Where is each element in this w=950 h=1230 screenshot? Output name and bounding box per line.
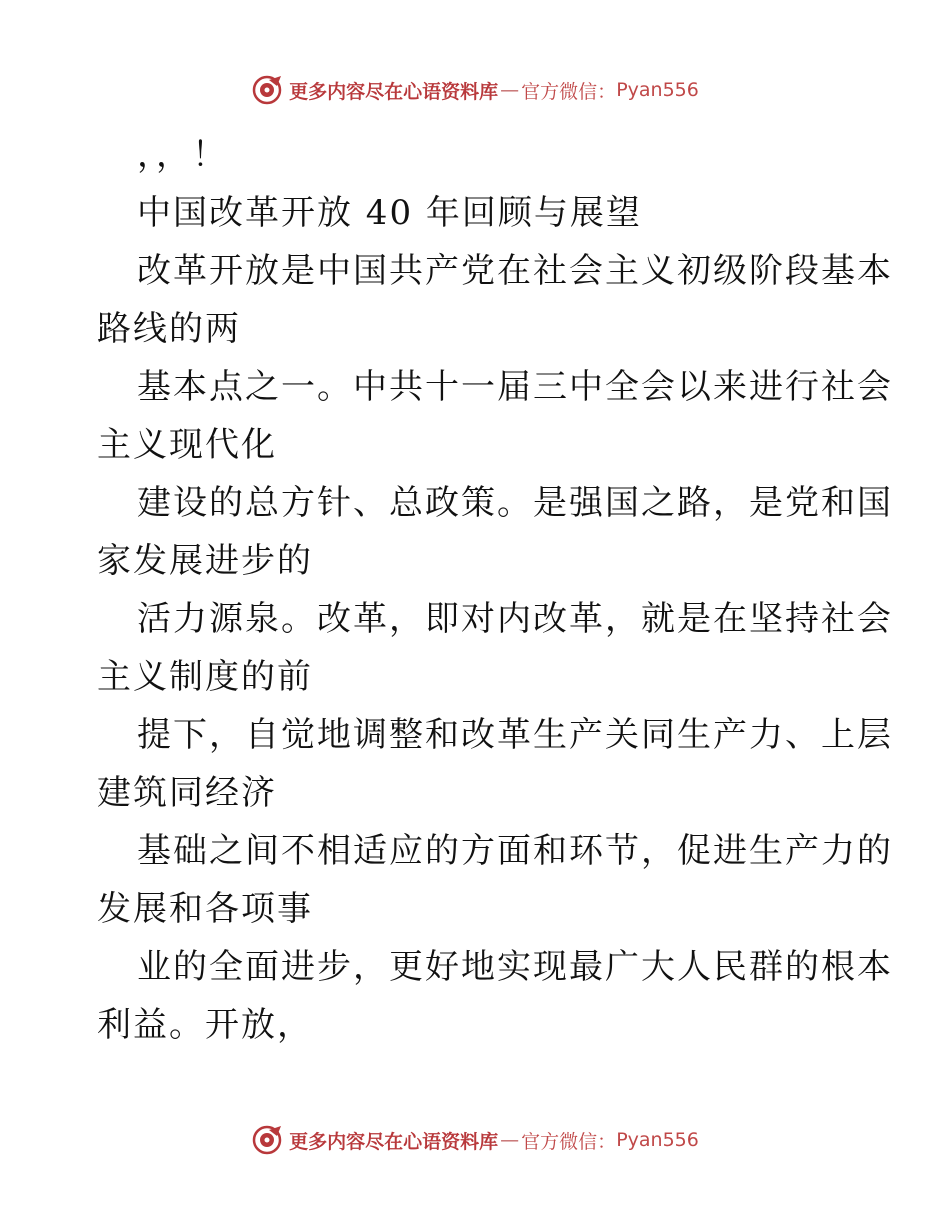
doc-title: 中国改革开放 40 年回顾与展望 [137, 193, 642, 233]
doc-line: 业的全面进步，更好地实现最广大人民群的根本 [137, 947, 893, 987]
doc-line: 基本点之一。中共十一届三中全会以来进行社会 [137, 367, 893, 407]
banner-dash: — [500, 1129, 520, 1151]
doc-line: 活力源泉。改革，即对内改革，就是在坚持社会 [137, 599, 893, 639]
doc-line: 改革开放是中国共产党在社会主义初级阶段基本 [137, 251, 893, 291]
footer-banner [0, 1120, 950, 1160]
doc-line: 主义制度的前 [97, 657, 313, 697]
pen-circle-logo-icon [251, 74, 283, 106]
doc-line: 利益。开放， [97, 1005, 313, 1045]
doc-line: 路线的两 [97, 309, 241, 349]
banner-wechat-label: 官方微信： [521, 80, 617, 103]
banner-site-name: 更多内容尽在心语资料库 [289, 80, 499, 103]
doc-line: 基础之间不相适应的方面和环节，促进生产力的 [137, 831, 893, 871]
header-banner [0, 70, 950, 110]
banner-account: Pyan556 [616, 1129, 699, 1151]
document-body [97, 126, 893, 1054]
banner-account: Pyan556 [616, 79, 699, 101]
banner-site-name: 更多内容尽在心语资料库 [289, 1130, 499, 1153]
doc-line: 提下，自觉地调整和改革生产关同生产力、上层 [137, 715, 893, 755]
doc-line: 主义现代化 [97, 425, 277, 465]
doc-line: 家发展进步的 [97, 541, 313, 581]
doc-line: 建设的总方针、总政策。是强国之路，是党和国 [137, 483, 893, 523]
pen-circle-logo-icon [251, 1124, 283, 1156]
banner-wechat-label: 官方微信： [521, 1130, 617, 1153]
doc-line: ，，！ [137, 135, 228, 175]
doc-line: 建筑同经济 [97, 773, 277, 813]
doc-line: 发展和各项事 [97, 889, 313, 929]
banner-dash: — [500, 79, 520, 101]
